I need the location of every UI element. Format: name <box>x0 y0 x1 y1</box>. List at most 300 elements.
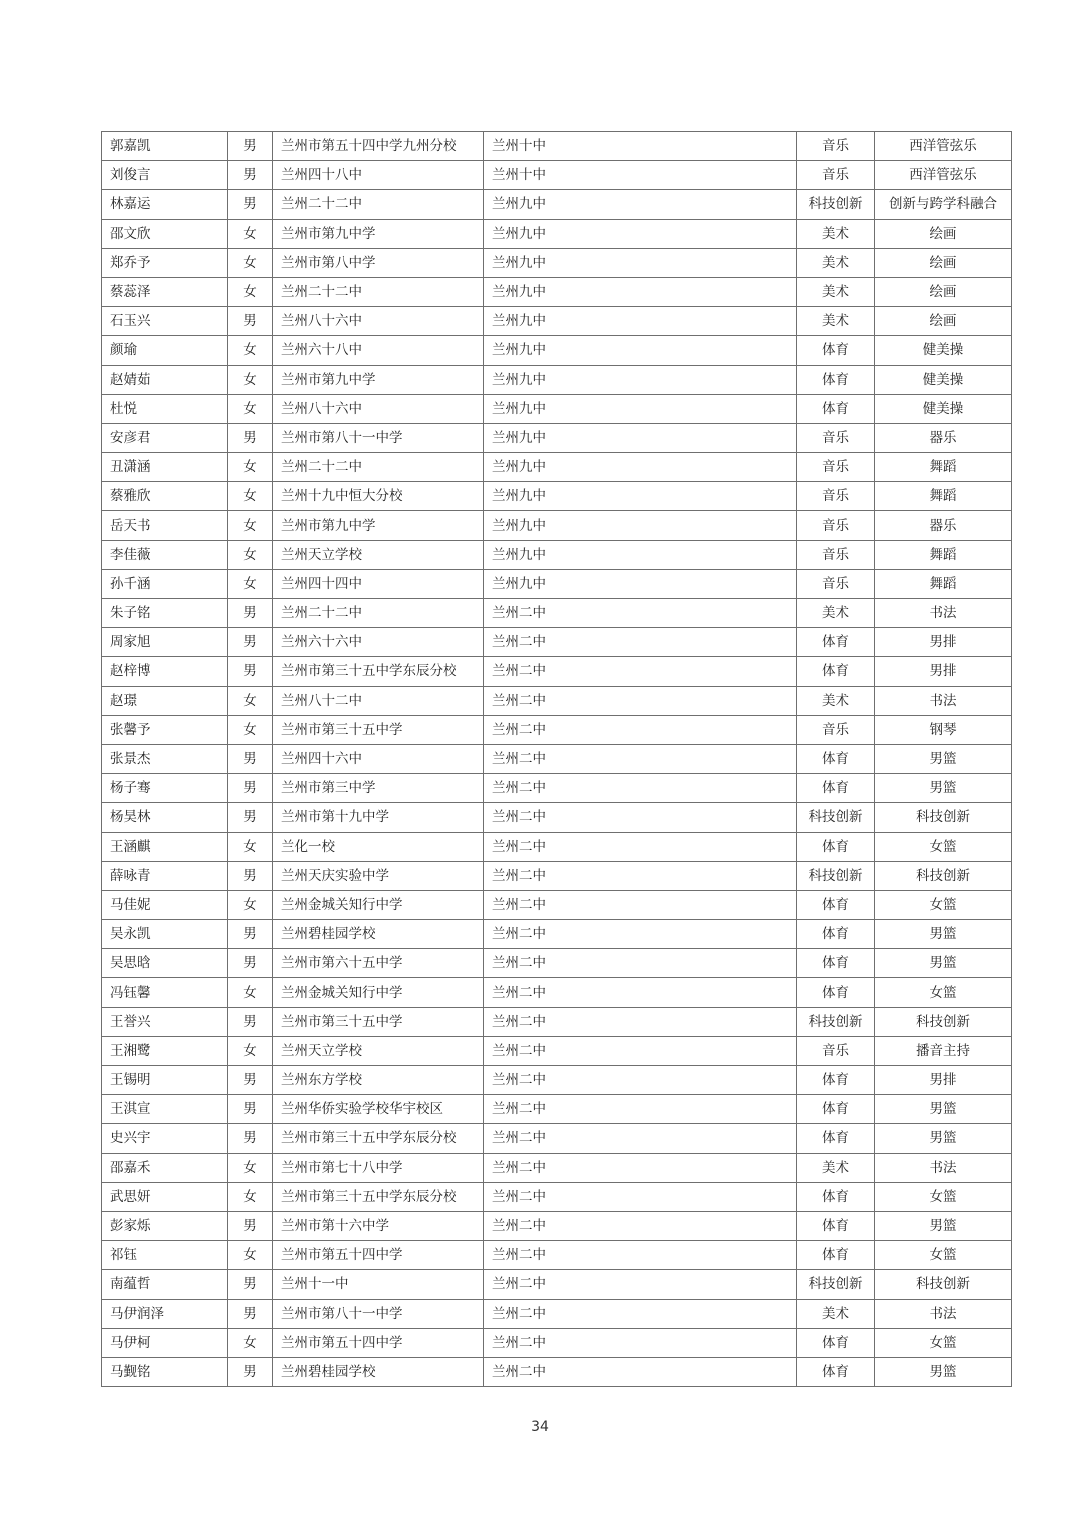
specialty-cell: 女篮 <box>875 978 1012 1007</box>
admitted-school-cell: 兰州二中 <box>484 1211 797 1240</box>
student-name-cell: 蔡雅欣 <box>102 482 228 511</box>
table-row <box>102 219 1012 248</box>
admitted-school-cell: 兰州二中 <box>484 1036 797 1065</box>
student-name-cell: 邵嘉禾 <box>102 1153 228 1182</box>
specialty-cell: 女篮 <box>875 832 1012 861</box>
specialty-cell: 绘画 <box>875 277 1012 306</box>
student-name-cell: 林嘉运 <box>102 190 228 219</box>
student-name-cell: 吴思晗 <box>102 949 228 978</box>
admitted-school-cell: 兰州二中 <box>484 1328 797 1357</box>
origin-school-cell: 兰州市第八十一中学 <box>273 1299 484 1328</box>
student-name-cell: 薛咏青 <box>102 861 228 890</box>
student-name-cell: 王锡明 <box>102 1066 228 1095</box>
admitted-school-cell: 兰州二中 <box>484 949 797 978</box>
origin-school-cell: 兰州二十二中 <box>273 190 484 219</box>
specialty-cell: 书法 <box>875 1299 1012 1328</box>
category-cell: 体育 <box>797 774 875 803</box>
category-cell: 体育 <box>797 336 875 365</box>
gender-cell: 男 <box>228 628 273 657</box>
admitted-school-cell: 兰州二中 <box>484 1066 797 1095</box>
category-cell: 科技创新 <box>797 190 875 219</box>
student-name-cell: 冯钰馨 <box>102 978 228 1007</box>
admitted-school-cell: 兰州二中 <box>484 861 797 890</box>
table-row <box>102 774 1012 803</box>
table-row <box>102 394 1012 423</box>
gender-cell: 女 <box>228 453 273 482</box>
admitted-school-cell: 兰州九中 <box>484 569 797 598</box>
specialty-cell: 科技创新 <box>875 861 1012 890</box>
table-row <box>102 1211 1012 1240</box>
table-row <box>102 277 1012 306</box>
gender-cell: 女 <box>228 1036 273 1065</box>
specialty-cell: 男篮 <box>875 1124 1012 1153</box>
gender-cell: 男 <box>228 1007 273 1036</box>
table-row <box>102 1124 1012 1153</box>
table-row <box>102 1066 1012 1095</box>
category-cell: 科技创新 <box>797 861 875 890</box>
table-row <box>102 657 1012 686</box>
student-name-cell: 刘俊言 <box>102 161 228 190</box>
table-row <box>102 161 1012 190</box>
table-body <box>102 132 1012 1387</box>
table-row <box>102 569 1012 598</box>
origin-school-cell: 兰州市第九中学 <box>273 365 484 394</box>
category-cell: 体育 <box>797 1095 875 1124</box>
specialty-cell: 女篮 <box>875 890 1012 919</box>
origin-school-cell: 兰州二十二中 <box>273 599 484 628</box>
specialty-cell: 科技创新 <box>875 803 1012 832</box>
student-name-cell: 王淇宣 <box>102 1095 228 1124</box>
specialty-cell: 舞蹈 <box>875 540 1012 569</box>
table-row <box>102 511 1012 540</box>
table-row <box>102 628 1012 657</box>
specialty-cell: 舞蹈 <box>875 482 1012 511</box>
table-row <box>102 1328 1012 1357</box>
category-cell: 美术 <box>797 248 875 277</box>
gender-cell: 女 <box>228 715 273 744</box>
table-row <box>102 832 1012 861</box>
table-row <box>102 423 1012 452</box>
admitted-school-cell: 兰州二中 <box>484 890 797 919</box>
page-number: 34 <box>531 1419 549 1435</box>
specialty-cell: 健美操 <box>875 365 1012 394</box>
student-name-cell: 张景杰 <box>102 744 228 773</box>
admitted-school-cell: 兰州二中 <box>484 803 797 832</box>
category-cell: 体育 <box>797 394 875 423</box>
category-cell: 音乐 <box>797 540 875 569</box>
table-row <box>102 453 1012 482</box>
gender-cell: 男 <box>228 599 273 628</box>
gender-cell: 女 <box>228 394 273 423</box>
category-cell: 体育 <box>797 1328 875 1357</box>
gender-cell: 女 <box>228 1328 273 1357</box>
gender-cell: 男 <box>228 861 273 890</box>
origin-school-cell: 兰州八十六中 <box>273 394 484 423</box>
origin-school-cell: 兰州碧桂园学校 <box>273 1357 484 1386</box>
admitted-school-cell: 兰州九中 <box>484 394 797 423</box>
origin-school-cell: 兰州四十四中 <box>273 569 484 598</box>
admitted-school-cell: 兰州二中 <box>484 1182 797 1211</box>
admitted-school-cell: 兰州二中 <box>484 1241 797 1270</box>
student-name-cell: 马佳妮 <box>102 890 228 919</box>
gender-cell: 女 <box>228 978 273 1007</box>
student-name-cell: 李佳薇 <box>102 540 228 569</box>
gender-cell: 女 <box>228 832 273 861</box>
gender-cell: 男 <box>228 1124 273 1153</box>
origin-school-cell: 兰州市第十九中学 <box>273 803 484 832</box>
origin-school-cell: 兰州东方学校 <box>273 1066 484 1095</box>
gender-cell: 男 <box>228 1211 273 1240</box>
origin-school-cell: 兰州市第十六中学 <box>273 1211 484 1240</box>
category-cell: 体育 <box>797 949 875 978</box>
specialty-cell: 男排 <box>875 628 1012 657</box>
admitted-school-cell: 兰州二中 <box>484 920 797 949</box>
admitted-school-cell: 兰州九中 <box>484 423 797 452</box>
admitted-school-cell: 兰州二中 <box>484 832 797 861</box>
admitted-school-cell: 兰州二中 <box>484 1153 797 1182</box>
table-row <box>102 715 1012 744</box>
admitted-school-cell: 兰州二中 <box>484 978 797 1007</box>
gender-cell: 男 <box>228 744 273 773</box>
origin-school-cell: 兰州市第九中学 <box>273 511 484 540</box>
specialty-cell: 器乐 <box>875 423 1012 452</box>
origin-school-cell: 兰州八十二中 <box>273 686 484 715</box>
student-name-cell: 吴永凯 <box>102 920 228 949</box>
student-name-cell: 武思妍 <box>102 1182 228 1211</box>
admitted-school-cell: 兰州九中 <box>484 482 797 511</box>
table-row <box>102 132 1012 161</box>
category-cell: 音乐 <box>797 511 875 540</box>
category-cell: 音乐 <box>797 1036 875 1065</box>
gender-cell: 女 <box>228 219 273 248</box>
gender-cell: 男 <box>228 1357 273 1386</box>
category-cell: 科技创新 <box>797 1270 875 1299</box>
gender-cell: 女 <box>228 686 273 715</box>
student-name-cell: 彭家烁 <box>102 1211 228 1240</box>
specialty-cell: 创新与跨学科融合 <box>875 190 1012 219</box>
origin-school-cell: 兰州市第五十四中学 <box>273 1328 484 1357</box>
specialty-cell: 西洋管弦乐 <box>875 161 1012 190</box>
specialty-cell: 男篮 <box>875 1211 1012 1240</box>
student-name-cell: 朱子铭 <box>102 599 228 628</box>
specialty-cell: 书法 <box>875 599 1012 628</box>
origin-school-cell: 兰州十九中恒大分校 <box>273 482 484 511</box>
category-cell: 体育 <box>797 1357 875 1386</box>
gender-cell: 男 <box>228 949 273 978</box>
category-cell: 音乐 <box>797 161 875 190</box>
gender-cell: 男 <box>228 161 273 190</box>
gender-cell: 男 <box>228 190 273 219</box>
category-cell: 音乐 <box>797 132 875 161</box>
category-cell: 音乐 <box>797 715 875 744</box>
specialty-cell: 男篮 <box>875 949 1012 978</box>
specialty-cell: 女篮 <box>875 1241 1012 1270</box>
admitted-school-cell: 兰州九中 <box>484 307 797 336</box>
specialty-cell: 器乐 <box>875 511 1012 540</box>
student-name-cell: 邵文欣 <box>102 219 228 248</box>
category-cell: 体育 <box>797 1124 875 1153</box>
admitted-school-cell: 兰州二中 <box>484 657 797 686</box>
admitted-school-cell: 兰州九中 <box>484 277 797 306</box>
origin-school-cell: 兰州市第三十五中学 <box>273 715 484 744</box>
category-cell: 美术 <box>797 1153 875 1182</box>
student-name-cell: 孙千涵 <box>102 569 228 598</box>
admitted-school-cell: 兰州二中 <box>484 628 797 657</box>
gender-cell: 女 <box>228 365 273 394</box>
gender-cell: 女 <box>228 1241 273 1270</box>
category-cell: 体育 <box>797 744 875 773</box>
gender-cell: 女 <box>228 890 273 919</box>
specialty-cell: 钢琴 <box>875 715 1012 744</box>
student-name-cell: 史兴宇 <box>102 1124 228 1153</box>
gender-cell: 男 <box>228 920 273 949</box>
table-row <box>102 482 1012 511</box>
specialty-cell: 男篮 <box>875 1095 1012 1124</box>
gender-cell: 女 <box>228 569 273 598</box>
student-name-cell: 郑乔予 <box>102 248 228 277</box>
admitted-school-cell: 兰州二中 <box>484 774 797 803</box>
student-name-cell: 周家旭 <box>102 628 228 657</box>
student-name-cell: 赵婧茹 <box>102 365 228 394</box>
student-name-cell: 王涵麒 <box>102 832 228 861</box>
category-cell: 体育 <box>797 832 875 861</box>
category-cell: 美术 <box>797 686 875 715</box>
admitted-school-cell: 兰州九中 <box>484 336 797 365</box>
category-cell: 科技创新 <box>797 1007 875 1036</box>
admitted-school-cell: 兰州二中 <box>484 599 797 628</box>
student-name-cell: 王誉兴 <box>102 1007 228 1036</box>
admitted-school-cell: 兰州二中 <box>484 715 797 744</box>
student-name-cell: 王湘鹭 <box>102 1036 228 1065</box>
table-row <box>102 1241 1012 1270</box>
origin-school-cell: 兰州市第三十五中学东辰分校 <box>273 1124 484 1153</box>
student-table-container <box>101 131 1011 1387</box>
gender-cell: 女 <box>228 511 273 540</box>
student-name-cell: 郭嘉凯 <box>102 132 228 161</box>
gender-cell: 女 <box>228 1153 273 1182</box>
admitted-school-cell: 兰州九中 <box>484 511 797 540</box>
student-name-cell: 张馨予 <box>102 715 228 744</box>
category-cell: 美术 <box>797 599 875 628</box>
category-cell: 美术 <box>797 307 875 336</box>
category-cell: 体育 <box>797 1066 875 1095</box>
origin-school-cell: 兰州天立学校 <box>273 540 484 569</box>
student-name-cell: 蔡蕊泽 <box>102 277 228 306</box>
admitted-school-cell: 兰州二中 <box>484 1299 797 1328</box>
admitted-school-cell: 兰州二中 <box>484 744 797 773</box>
specialty-cell: 男篮 <box>875 774 1012 803</box>
specialty-cell: 书法 <box>875 1153 1012 1182</box>
student-name-cell: 岳天书 <box>102 511 228 540</box>
category-cell: 美术 <box>797 219 875 248</box>
table-row <box>102 803 1012 832</box>
table-row <box>102 1007 1012 1036</box>
table-row <box>102 190 1012 219</box>
table-row <box>102 920 1012 949</box>
origin-school-cell: 兰州天立学校 <box>273 1036 484 1065</box>
specialty-cell: 播音主持 <box>875 1036 1012 1065</box>
specialty-cell: 男篮 <box>875 920 1012 949</box>
specialty-cell: 绘画 <box>875 248 1012 277</box>
category-cell: 音乐 <box>797 569 875 598</box>
origin-school-cell: 兰州市第三十五中学东辰分校 <box>273 1182 484 1211</box>
admitted-school-cell: 兰州九中 <box>484 540 797 569</box>
gender-cell: 女 <box>228 248 273 277</box>
student-name-cell: 杨昊林 <box>102 803 228 832</box>
specialty-cell: 男排 <box>875 657 1012 686</box>
admitted-school-cell: 兰州二中 <box>484 1357 797 1386</box>
student-name-cell: 南蕴哲 <box>102 1270 228 1299</box>
table-row <box>102 1182 1012 1211</box>
student-name-cell: 杨子骞 <box>102 774 228 803</box>
gender-cell: 女 <box>228 277 273 306</box>
student-name-cell: 马觐铭 <box>102 1357 228 1386</box>
table-row <box>102 1036 1012 1065</box>
admitted-school-cell: 兰州九中 <box>484 248 797 277</box>
gender-cell: 男 <box>228 803 273 832</box>
origin-school-cell: 兰州市第五十四中学九州分校 <box>273 132 484 161</box>
category-cell: 体育 <box>797 1211 875 1240</box>
gender-cell: 男 <box>228 1299 273 1328</box>
admitted-school-cell: 兰州二中 <box>484 1095 797 1124</box>
table-row <box>102 248 1012 277</box>
specialty-cell: 书法 <box>875 686 1012 715</box>
student-table <box>101 131 1012 1387</box>
origin-school-cell: 兰州八十六中 <box>273 307 484 336</box>
category-cell: 美术 <box>797 1299 875 1328</box>
specialty-cell: 男篮 <box>875 744 1012 773</box>
student-name-cell: 赵璟 <box>102 686 228 715</box>
origin-school-cell: 兰州六十六中 <box>273 628 484 657</box>
table-row <box>102 365 1012 394</box>
table-row <box>102 686 1012 715</box>
specialty-cell: 舞蹈 <box>875 453 1012 482</box>
admitted-school-cell: 兰州二中 <box>484 1124 797 1153</box>
category-cell: 体育 <box>797 890 875 919</box>
specialty-cell: 健美操 <box>875 394 1012 423</box>
gender-cell: 男 <box>228 1095 273 1124</box>
origin-school-cell: 兰州市第七十八中学 <box>273 1153 484 1182</box>
origin-school-cell: 兰州十一中 <box>273 1270 484 1299</box>
gender-cell: 男 <box>228 1066 273 1095</box>
admitted-school-cell: 兰州二中 <box>484 686 797 715</box>
gender-cell: 女 <box>228 540 273 569</box>
specialty-cell: 男排 <box>875 1066 1012 1095</box>
category-cell: 音乐 <box>797 453 875 482</box>
student-name-cell: 马伊润泽 <box>102 1299 228 1328</box>
origin-school-cell: 兰州市第五十四中学 <box>273 1241 484 1270</box>
specialty-cell: 男篮 <box>875 1357 1012 1386</box>
student-name-cell: 马伊柯 <box>102 1328 228 1357</box>
student-name-cell: 杜悦 <box>102 394 228 423</box>
category-cell: 科技创新 <box>797 803 875 832</box>
category-cell: 体育 <box>797 1241 875 1270</box>
table-row <box>102 890 1012 919</box>
student-name-cell: 丑潇涵 <box>102 453 228 482</box>
origin-school-cell: 兰州六十八中 <box>273 336 484 365</box>
origin-school-cell: 兰州天庆实验中学 <box>273 861 484 890</box>
table-row <box>102 1095 1012 1124</box>
table-row <box>102 861 1012 890</box>
origin-school-cell: 兰州市第八中学 <box>273 248 484 277</box>
admitted-school-cell: 兰州十中 <box>484 161 797 190</box>
origin-school-cell: 兰州市第八十一中学 <box>273 423 484 452</box>
table-row <box>102 744 1012 773</box>
origin-school-cell: 兰州华侨实验学校华宇校区 <box>273 1095 484 1124</box>
specialty-cell: 舞蹈 <box>875 569 1012 598</box>
admitted-school-cell: 兰州九中 <box>484 219 797 248</box>
table-row <box>102 336 1012 365</box>
gender-cell: 男 <box>228 1270 273 1299</box>
category-cell: 体育 <box>797 920 875 949</box>
origin-school-cell: 兰化一校 <box>273 832 484 861</box>
origin-school-cell: 兰州市第九中学 <box>273 219 484 248</box>
student-name-cell: 祁钰 <box>102 1241 228 1270</box>
table-row <box>102 1299 1012 1328</box>
admitted-school-cell: 兰州二中 <box>484 1270 797 1299</box>
category-cell: 音乐 <box>797 482 875 511</box>
category-cell: 体育 <box>797 628 875 657</box>
table-row <box>102 978 1012 1007</box>
origin-school-cell: 兰州二十二中 <box>273 277 484 306</box>
specialty-cell: 西洋管弦乐 <box>875 132 1012 161</box>
specialty-cell: 女篮 <box>875 1328 1012 1357</box>
admitted-school-cell: 兰州九中 <box>484 190 797 219</box>
origin-school-cell: 兰州市第三中学 <box>273 774 484 803</box>
table-row <box>102 949 1012 978</box>
category-cell: 体育 <box>797 657 875 686</box>
gender-cell: 男 <box>228 657 273 686</box>
origin-school-cell: 兰州四十六中 <box>273 744 484 773</box>
student-name-cell: 颜瑜 <box>102 336 228 365</box>
gender-cell: 男 <box>228 132 273 161</box>
student-name-cell: 安彦君 <box>102 423 228 452</box>
origin-school-cell: 兰州金城关知行中学 <box>273 978 484 1007</box>
origin-school-cell: 兰州金城关知行中学 <box>273 890 484 919</box>
gender-cell: 男 <box>228 774 273 803</box>
admitted-school-cell: 兰州九中 <box>484 453 797 482</box>
specialty-cell: 绘画 <box>875 307 1012 336</box>
gender-cell: 女 <box>228 336 273 365</box>
gender-cell: 男 <box>228 307 273 336</box>
student-name-cell: 赵梓博 <box>102 657 228 686</box>
origin-school-cell: 兰州四十八中 <box>273 161 484 190</box>
origin-school-cell: 兰州碧桂园学校 <box>273 920 484 949</box>
category-cell: 美术 <box>797 277 875 306</box>
table-row <box>102 599 1012 628</box>
admitted-school-cell: 兰州二中 <box>484 1007 797 1036</box>
table-row <box>102 540 1012 569</box>
origin-school-cell: 兰州市第六十五中学 <box>273 949 484 978</box>
gender-cell: 男 <box>228 423 273 452</box>
specialty-cell: 绘画 <box>875 219 1012 248</box>
category-cell: 体育 <box>797 978 875 1007</box>
gender-cell: 女 <box>228 482 273 511</box>
specialty-cell: 科技创新 <box>875 1007 1012 1036</box>
table-row <box>102 1153 1012 1182</box>
origin-school-cell: 兰州二十二中 <box>273 453 484 482</box>
origin-school-cell: 兰州市第三十五中学东辰分校 <box>273 657 484 686</box>
specialty-cell: 女篮 <box>875 1182 1012 1211</box>
origin-school-cell: 兰州市第三十五中学 <box>273 1007 484 1036</box>
specialty-cell: 科技创新 <box>875 1270 1012 1299</box>
category-cell: 音乐 <box>797 423 875 452</box>
specialty-cell: 健美操 <box>875 336 1012 365</box>
table-row <box>102 307 1012 336</box>
gender-cell: 女 <box>228 1182 273 1211</box>
student-name-cell: 石玉兴 <box>102 307 228 336</box>
category-cell: 体育 <box>797 1182 875 1211</box>
